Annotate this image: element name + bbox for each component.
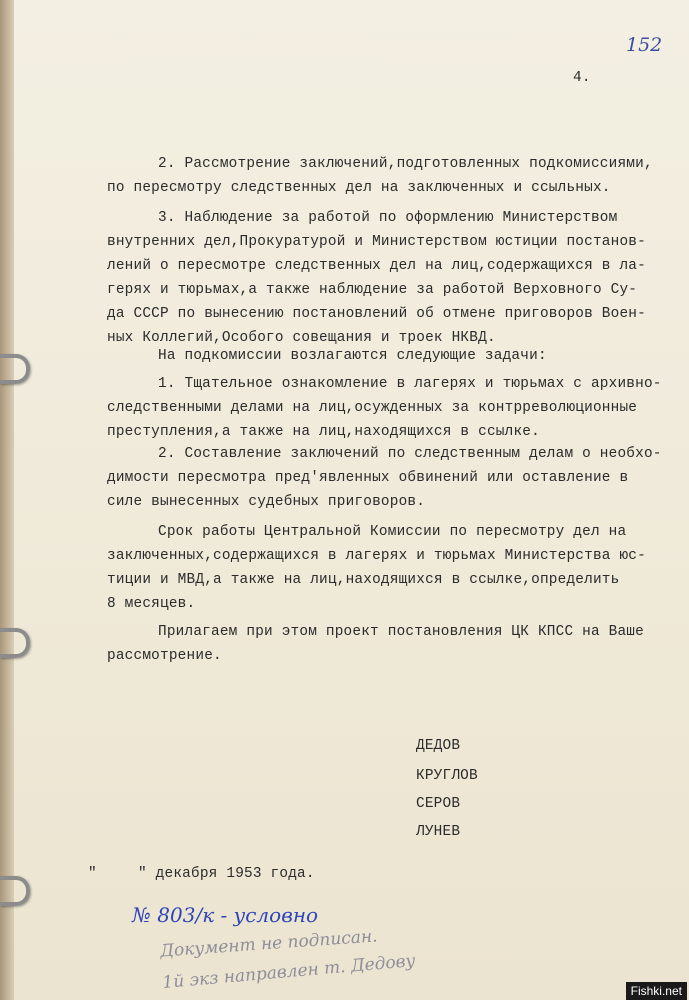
body-line: заключенных,содержащихся в лагерях и тюрьмах Министерства юс- [107, 548, 646, 564]
body-line: 2. Составление заключений по следственным делам о необхо- [158, 446, 662, 462]
typed-page-number: 4. [573, 70, 591, 86]
handwritten-page-number: 152 [626, 34, 663, 56]
pencil-note: Документ не подписан. [159, 926, 379, 962]
body-line: димости пересмотра пред'явленных обвинений или оставление в [107, 470, 629, 486]
signatory-name: СЕРОВ [416, 796, 461, 812]
body-line: преступления,а также на лиц,находящихся в ссылке. [107, 424, 540, 440]
body-line: 3. Наблюдение за работой по оформлению Министерством [158, 210, 618, 226]
body-line: На подкомиссии возлагаются следующие задачи: [158, 348, 547, 364]
pencil-note: 1й экз направлен т. Дедову [161, 950, 417, 994]
signatory-name: КРУГЛОВ [416, 768, 478, 784]
binder-ring [0, 628, 30, 658]
body-line: 2. Рассмотрение заключений,подготовленных подкомиссиями, [158, 156, 653, 172]
body-line: герях и тюрьмах,а также наблюдение за работой Верховного Су- [107, 282, 638, 298]
body-line: 1. Тщательное ознакомление в лагерях и тюрьмах с архивно- [158, 376, 662, 392]
body-line: силе вынесенных судебных приговоров. [107, 494, 426, 510]
body-line: рассмотрение. [107, 648, 222, 664]
body-line: Срок работы Центральной Комиссии по пересмотру дел на [158, 524, 627, 540]
handwritten-document-number: № 803/к - условно [132, 903, 319, 927]
body-line: лений о пересмотре следственных дел на лиц,содержащихся в ла- [107, 258, 646, 274]
body-line: тиции и МВД,а также на лиц,находящихся в ссылке,определить [107, 572, 620, 588]
body-line: следственными делами на лиц,осужденных за контрреволюционные [107, 400, 638, 416]
binding-edge [0, 0, 14, 1000]
body-line: Прилагаем при этом проект постановления ЦК КПСС на Ваше [158, 624, 644, 640]
signatory-name: ЛУНЕВ [416, 824, 461, 840]
date-line: " декабря 1953 года. [138, 866, 315, 882]
body-line: по пересмотру следственных дел на заключенных и ссыльных. [107, 180, 611, 196]
signatory-name: ДЕДОВ [416, 738, 461, 754]
body-line: 8 месяцев. [107, 596, 196, 612]
binder-ring [0, 876, 30, 906]
binder-ring [0, 354, 30, 384]
watermark-label: Fishki.net [626, 982, 687, 1000]
body-line: ных Коллегий,Особого совещания и троек НКВД. [107, 330, 496, 346]
date-quote-mark: " [88, 866, 97, 882]
body-line: да СССР по вынесению постановлений об отмене приговоров Воен- [107, 306, 646, 322]
body-line: внутренних дел,Прокуратурой и Министерством юстиции постанов- [107, 234, 646, 250]
